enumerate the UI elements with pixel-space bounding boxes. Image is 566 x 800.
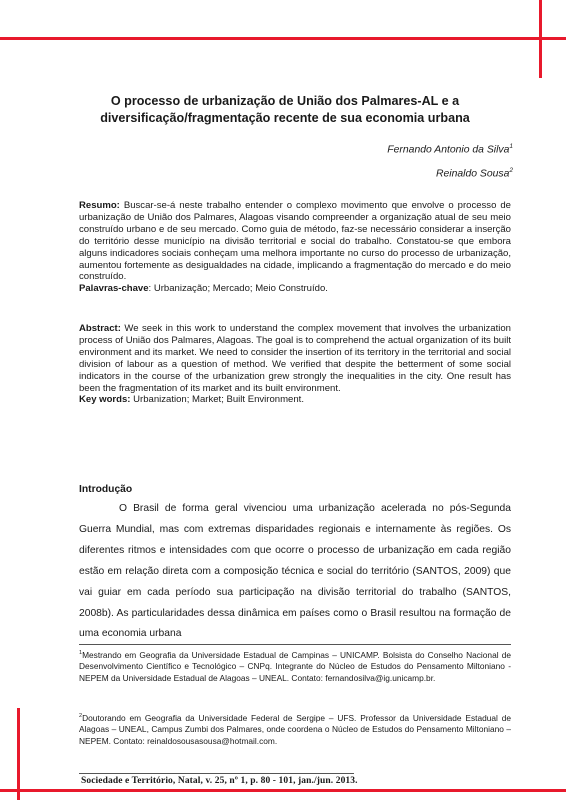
abstract-label: Abstract: [79,323,121,334]
author-1-name: Fernando Antonio da Silva [387,144,510,156]
palavras-chave-label: Palavras-chave [79,283,149,295]
red-rule-bottom-vertical [17,708,20,800]
intro-paragraph [79,499,511,645]
author-2-mark: 2 [509,167,513,174]
footer-separator [79,773,354,774]
key-words-label: Key words: [79,394,131,406]
footnote-2-mark: 2 [79,713,83,719]
key-words-text: Urbanization; Market; Built Environment. [130,394,304,406]
intro-text: O Brasil de forma geral vivenciou uma urbanização acelerada no pós-Segunda Guerra Mundial, mas com extremas disparidades regionais e internamente às regiões. Os diferentes ritmos e intensidades com que ocorre o processo de urbanização em cada região estão em relação direta com a composição técnica e social do território (SANTOS, 2009) que vai guiar em cada período sua participação na divisão territorial do trabalho (SANTOS, 2008b). As particularidades dessa dinâmica em países como o Brasil resultou na formação de uma economia urbana [79,503,511,640]
section-heading-introducao: Introdução [79,484,133,495]
author-1 [387,143,513,155]
title-line-1: O processo de urbanização de União dos Palmares-AL e a [110,94,460,108]
resumo-block [79,200,511,295]
resumo-text: Buscar-se-á neste trabalho entender o complexo movimento que envolve o processo de urbanização de União dos Palmares, Alagoas visando compreender a organização atual de seu meio construído urbano e de seu mercado. Como guia de método, faz-se necessário considerar a inserção do território desse município na divisão territorial e social do trabalho. Constatou-se que embora alguns indicadores sociais conheçam uma melhora importante no curso do processo de urbanização, aumentou fortemente as desigualdades na cidade, implicando a fragmentação do mercado e do meio construído. [79,200,511,283]
red-rule-top-horizontal [0,37,566,40]
footnote-2 [79,711,511,748]
palavras-chave-text: : Urbanização; Mercado; Meio Construído. [148,283,328,295]
author-1-mark: 1 [509,143,513,150]
abstract-block [79,323,511,406]
red-rule-top-vertical [539,0,542,78]
footnote-1-text: Mestrando em Geografia da Universidade Estadual de Campinas – UNICAMP. Bolsista do Conselho Nacional de Desenvolvimento Científico e Tecnológico – CNPq. Integrante do Núcleo de Estudos do Pensamento Miltoniano - NEPEM da Universidade Estadual de Alagoas – UNEAL. Contato: fernandosilva@ig.unicamp.br. [79,649,511,683]
abstract-text: We seek in this work to understand the complex movement that involves the urbanization process of União dos Palmares, Alagoas. The goal is to comprehend the actual organization of its built environment and its market. We need to consider the insertion of its territory in the territorial and social division of labour as a question of method. We verified that despite the betterment of some social indicators in the course of the urbanization grew strongly the inequalities in the city. One result has been the fragmentation of its market and its built environment. [79,323,511,394]
footnote-separator [79,644,511,645]
title-line-2: diversificação/fragmentação recente de sua economia urbana [100,111,470,125]
resumo-paragraph [79,200,511,283]
palavras-chave [79,283,511,295]
red-rule-bottom-horizontal [0,789,566,792]
paper-title [90,93,480,127]
resumo-label: Resumo: [79,200,120,211]
author-2 [436,167,513,179]
author-2-name: Reinaldo Sousa [436,168,510,180]
footnote-1 [79,648,511,685]
abstract-paragraph [79,323,511,394]
footnote-1-mark: 1 [79,650,83,656]
journal-footer: Sociedade e Território, Natal, v. 25, nº 1, p. 80 - 101, jan./jun. 2013. [81,776,358,786]
key-words [79,394,511,406]
footnote-2-text: Doutorando em Geografia da Universidade Federal de Sergipe – UFS. Professor da Universidade Estadual de Alagoas – UNEAL, Campus Zumbi dos Palmares, onde coordena o Núcleo de Estudos do Pensamento Miltoniano – NEPEM. Contato: reinaldosousasousa@hotmail.com. [79,712,511,746]
